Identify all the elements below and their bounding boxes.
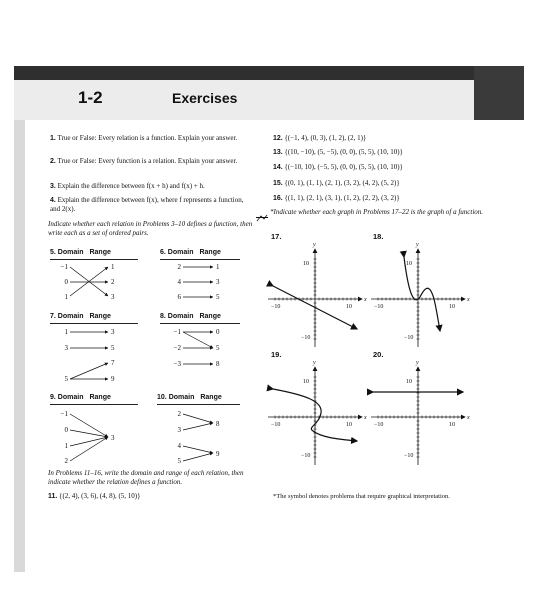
graph-19-xright: 10 [346, 422, 352, 428]
p8-d0: −1 [173, 328, 181, 336]
graph-20-xleft: −10 [374, 422, 384, 428]
problem-2: 2. True or False: Every function is a relation. Explain your answer. [50, 157, 238, 165]
p8-d1: −2 [173, 344, 181, 352]
p9-r0: 3 [111, 434, 115, 442]
graph-20-number: 20. [373, 350, 384, 359]
footnote: *The symbol denotes problems that require graphical interpretation. [273, 493, 450, 500]
p7-d0: 1 [64, 328, 68, 336]
p10-d3: 5 [177, 457, 181, 465]
problem-5-title: 5. Domain Range [50, 249, 111, 256]
graph-18-xright: 10 [449, 304, 455, 310]
graph-18-x-label: x [467, 297, 470, 303]
p6-d1: 4 [177, 278, 181, 286]
problem-13: 13. {(10, −10), (5, −5), (0, 0), (5, 5), (10, 10)} [273, 148, 403, 156]
instruction-3-10: Indicate whether each relation in Problems 3–10 defines a function, then write each as a set of ordered pairs. [48, 220, 253, 237]
p10-r1: 9 [216, 450, 220, 458]
graph-19-xleft: −10 [271, 422, 281, 428]
problem-16: 16. {(1, 1), (2, 1), (3, 1), (1, 2), (2, 2), (3, 2)} [273, 194, 400, 202]
graph-20-ytop: 10 [406, 379, 412, 385]
p6-r0: 1 [216, 263, 220, 271]
p10-d1: 3 [177, 426, 181, 434]
problem-12: 12. {(−1, 4), (0, 3), (1, 2), (2, 1)} [273, 134, 367, 142]
section-number: 1-2 [78, 88, 103, 107]
graph-20-x-label: x [467, 415, 470, 421]
p8-r0: 0 [216, 328, 220, 336]
instruction-11-16: In Problems 11–16, write the domain and range of each relation, then indicate whether the relation defines a function. [48, 469, 244, 486]
graph-18-ytop: 10 [406, 261, 412, 267]
graph-17-ybottom: −10 [301, 335, 311, 341]
graph-19-number: 19. [271, 350, 282, 359]
p7-r1: 5 [111, 344, 115, 352]
p5-d1: 0 [64, 278, 68, 286]
p5-r2: 3 [111, 293, 115, 301]
graph-17-ytop: 10 [303, 261, 309, 267]
problem-15: 15. {(0, 1), (1, 1), (2, 1), (3, 2), (4, 2), (5, 2)} [273, 179, 400, 187]
graph-17 [268, 242, 367, 347]
p5-r0: 1 [111, 263, 115, 271]
problem-11: 11. {(2, 4), (3, 6), (4, 8), (5, 10)} [48, 492, 141, 500]
p10-r0: 8 [216, 420, 220, 428]
p8-r1: 5 [216, 344, 220, 352]
p6-r1: 3 [216, 278, 220, 286]
p5-d0: −1 [60, 263, 68, 271]
graph-20-ybottom: −10 [404, 453, 414, 459]
p6-d0: 2 [177, 263, 181, 271]
problem-14: 14. {(−10, 10), (−5, 5), (0, 0), (5, 5), (10, 10)} [273, 163, 403, 171]
graph-17-y-label: y [313, 242, 316, 248]
p6-r2: 5 [216, 293, 220, 301]
p9-d0: −1 [60, 410, 68, 418]
problem-7-title: 7. Domain Range [50, 313, 111, 320]
p7-r2: 7 [111, 359, 115, 367]
p6-d2: 6 [177, 293, 181, 301]
problem-4: 4. Explain the difference between f(x), where f represents a function, and 2(x). [50, 196, 244, 213]
problem-10-title: 10. Domain Range [157, 394, 222, 401]
p5-r1: 2 [111, 278, 115, 286]
p8-r2: 8 [216, 360, 220, 368]
p8-d2: −3 [173, 360, 181, 368]
graph-18-ybottom: −10 [404, 335, 414, 341]
graph-19-x-label: x [364, 415, 367, 421]
p9-d2: 1 [64, 442, 68, 450]
graph-20 [371, 360, 470, 465]
p7-r0: 3 [111, 328, 115, 336]
graph-17-xright: 10 [346, 304, 352, 310]
graph-19 [268, 360, 367, 465]
graph-19-ybottom: −10 [301, 453, 311, 459]
p5-d2: 1 [64, 293, 68, 301]
graph-18-xleft: −10 [374, 304, 384, 310]
p10-d0: 2 [177, 410, 181, 418]
instruction-17-22: *Indicate whether each graph in Problems 17–22 is the graph of a function. [270, 208, 484, 216]
problem-6-title: 6. Domain Range [160, 249, 221, 256]
p7-r3: 9 [111, 375, 115, 383]
problem-3: 3. Explain the difference between f(x + h) and f(x) + h. [50, 182, 205, 190]
section-title: Exercises [172, 90, 238, 106]
p7-d1: 3 [64, 344, 68, 352]
graph-19-y-label: y [313, 360, 316, 366]
graph-20-y-label: y [416, 360, 419, 366]
graph-17-number: 17. [271, 232, 282, 241]
graph-19-ytop: 10 [303, 379, 309, 385]
problem-9-title: 9. Domain Range [50, 394, 111, 401]
graph-18 [371, 242, 470, 347]
graph-17-x-label: x [364, 297, 367, 303]
problem-8-title: 8. Domain Range [160, 313, 221, 320]
p10-d2: 4 [177, 442, 181, 450]
p9-d1: 0 [64, 426, 68, 434]
problem-1: 1. True or False: Every relation is a function. Explain your answer. [50, 134, 238, 142]
graph-20-xright: 10 [449, 422, 455, 428]
p7-d2: 5 [64, 375, 68, 383]
p9-d3: 2 [64, 457, 68, 465]
graph-18-number: 18. [373, 232, 384, 241]
graph-17-xleft: −10 [271, 304, 281, 310]
graph-18-y-label: y [416, 242, 419, 248]
